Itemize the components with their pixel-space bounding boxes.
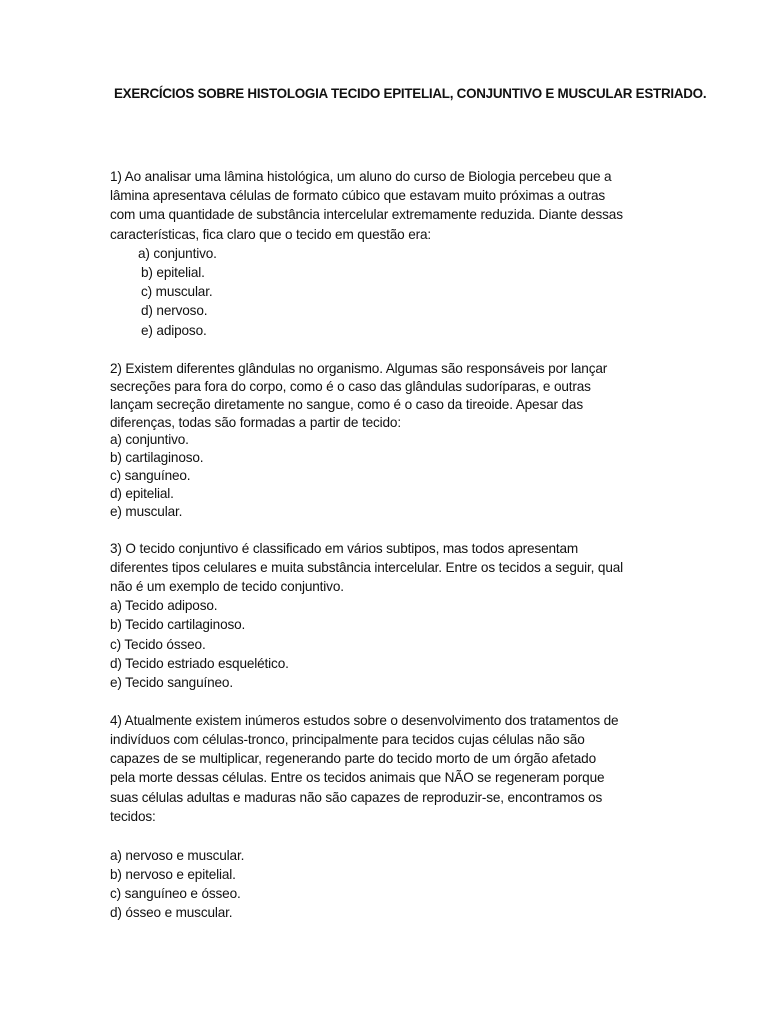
question-1-option: d) nervoso. xyxy=(141,303,208,318)
question-4-option: b) nervoso e epitelial. xyxy=(110,867,236,882)
question-1-text-line: 1) Ao analisar uma lâmina histológica, um aluno do curso de Biologia percebeu que a xyxy=(110,169,612,184)
document-title: EXERCÍCIOS SOBRE HISTOLOGIA TECIDO EPITELIAL, CONJUNTIVO E MUSCULAR ESTRIADO. xyxy=(114,86,707,101)
question-2-option: b) cartilaginoso. xyxy=(110,450,204,465)
question-4-text-line: indivíduos com células-tronco, principalmente para tecidos cujas células não são xyxy=(110,732,585,747)
question-1-option: e) adiposo. xyxy=(141,323,207,338)
question-4-text-line: suas células adultas e maduras não são capazes de reproduzir-se, encontramos os xyxy=(110,790,603,805)
question-2-option: a) conjuntivo. xyxy=(110,432,189,447)
question-4-text-line: pela morte dessas células. Entre os tecidos animais que NÃO se regeneram porque xyxy=(110,770,605,785)
question-1-option: b) epitelial. xyxy=(141,265,205,280)
question-2-text-line: secreções para fora do corpo, como é o caso das glândulas sudoríparas, e outras xyxy=(110,379,591,394)
question-2-text-line: diferenças, todas são formadas a partir de tecido: xyxy=(110,415,401,430)
question-3-option: b) Tecido cartilaginoso. xyxy=(110,617,246,632)
question-3-option: d) Tecido estriado esquelético. xyxy=(110,656,289,671)
question-3-option: c) Tecido ósseo. xyxy=(110,637,206,652)
question-4-option: a) nervoso e muscular. xyxy=(110,848,245,863)
question-4-option: d) ósseo e muscular. xyxy=(110,905,233,920)
question-1-text-line: com uma quantidade de substância intercelular extremamente reduzida. Diante dessas xyxy=(110,207,623,222)
question-3-text-line: 3) O tecido conjuntivo é classificado em vários subtipos, mas todos apresentam xyxy=(110,541,579,556)
question-3-option: e) Tecido sanguíneo. xyxy=(110,675,233,690)
question-2-option: c) sanguíneo. xyxy=(110,468,191,483)
question-4-text-line: capazes de se multiplicar, regenerando parte do tecido morto de um órgão afetado xyxy=(110,751,596,766)
question-3-text-line: diferentes tipos celulares e muita substância intercelular. Entre os tecidos a seguir, qual xyxy=(110,560,624,575)
question-4-option: c) sanguíneo e ósseo. xyxy=(110,886,241,901)
question-2-option: e) muscular. xyxy=(110,504,183,519)
question-4-text-line: tecidos: xyxy=(110,809,156,824)
question-2-text-line: 2) Existem diferentes glândulas no organismo. Algumas são responsáveis por lançar xyxy=(110,361,608,376)
question-1-text-line: características, fica claro que o tecido em questão era: xyxy=(110,227,432,242)
question-4-text-line: 4) Atualmente existem inúmeros estudos sobre o desenvolvimento dos tratamentos de xyxy=(110,713,619,728)
question-3-text-line: não é um exemplo de tecido conjuntivo. xyxy=(110,579,344,594)
question-1-option: c) muscular. xyxy=(141,284,213,299)
question-1-text-line: lâmina apresentava células de formato cúbico que estavam muito próximas a outras xyxy=(110,188,606,203)
question-2-option: d) epitelial. xyxy=(110,486,174,501)
question-3-option: a) Tecido adiposo. xyxy=(110,598,218,613)
question-1-option: a) conjuntivo. xyxy=(138,246,217,261)
question-2-text-line: lançam secreção diretamente no sangue, como é o caso da tireoide. Apesar das xyxy=(110,397,583,412)
